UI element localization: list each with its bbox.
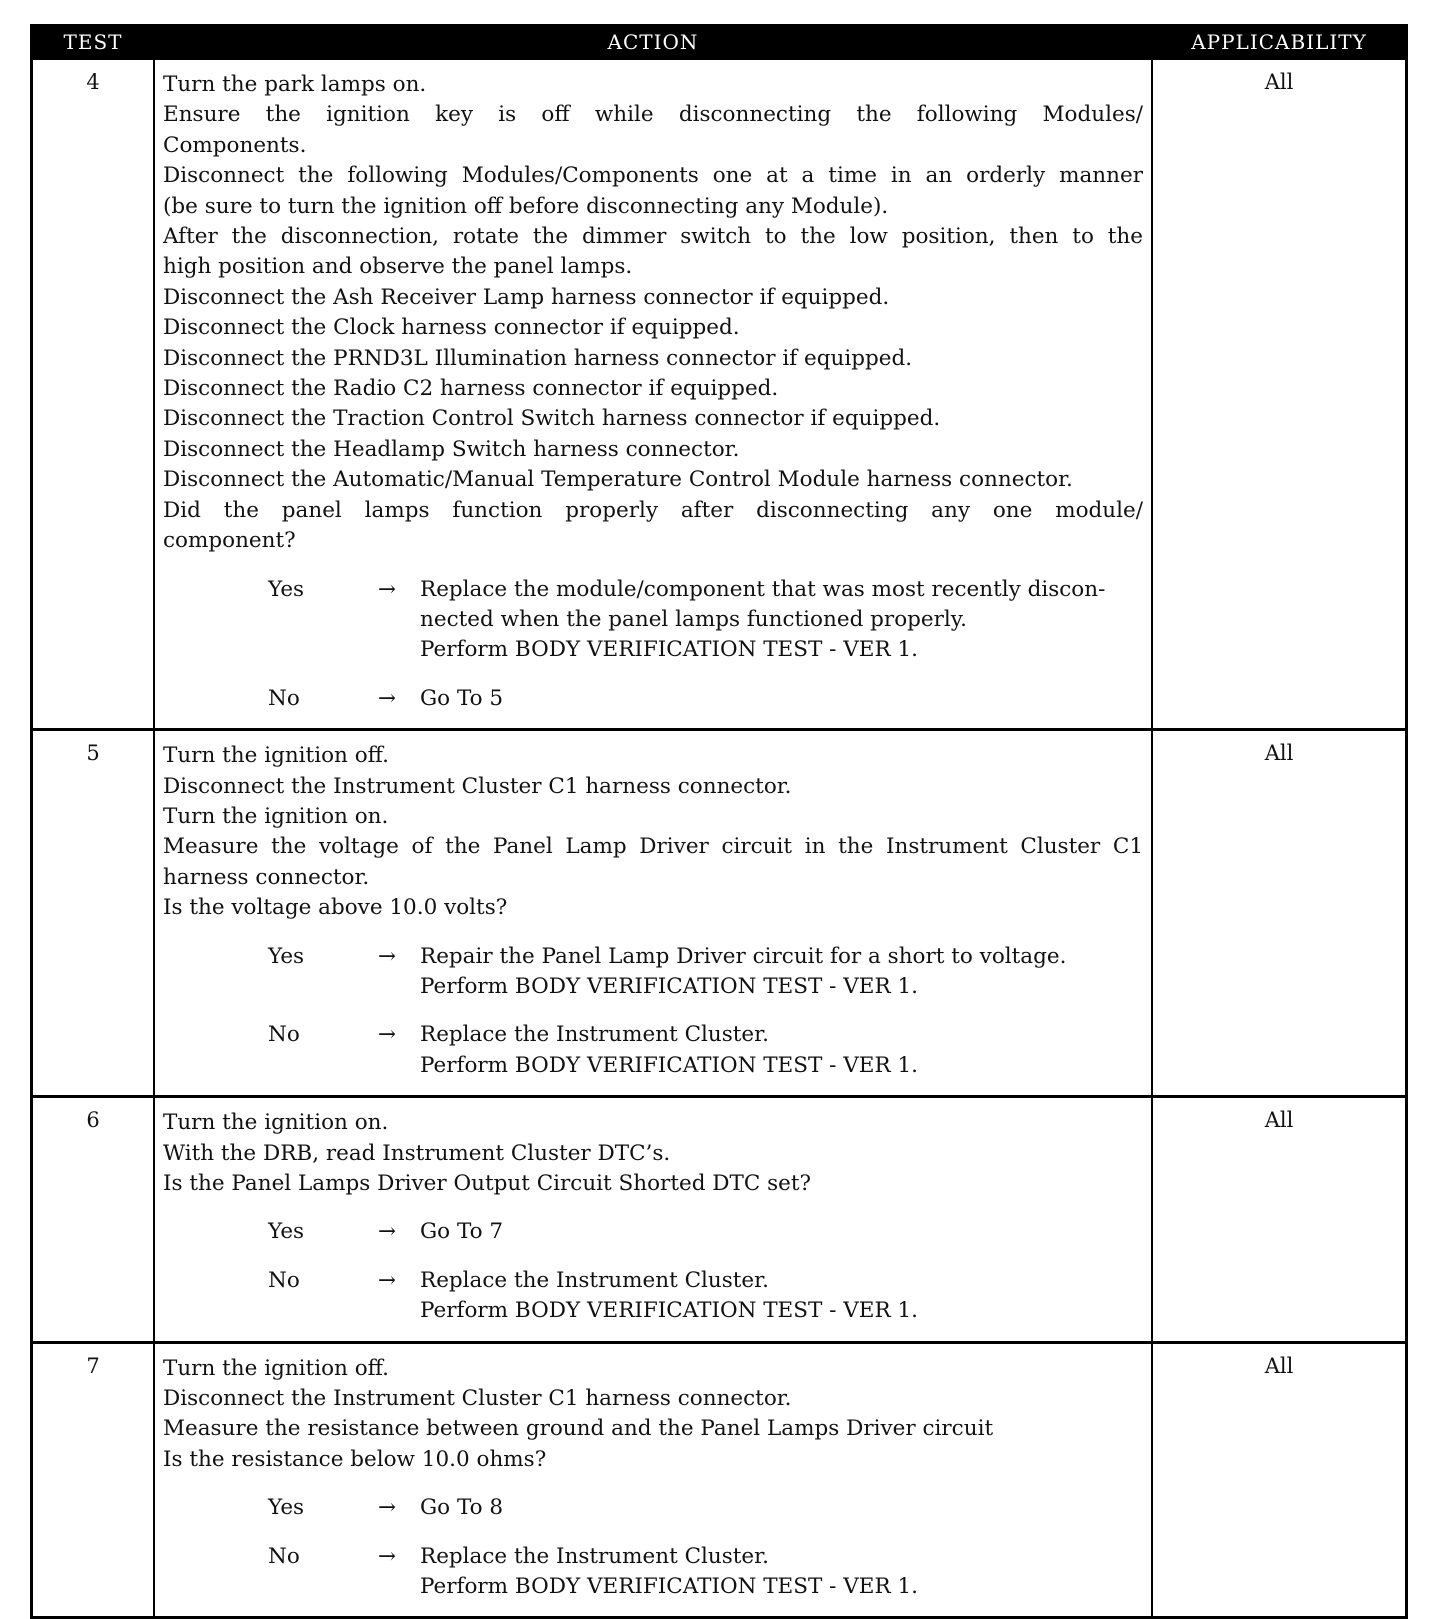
applicability-cell: All <box>1264 741 1294 766</box>
response-yes <box>268 1493 1143 1523</box>
table-row <box>33 1095 1405 1340</box>
applicability-cell: All <box>1264 1108 1294 1133</box>
response-text <box>420 1542 1143 1603</box>
response-label: Yes <box>268 1495 305 1521</box>
response-yes <box>268 1217 1143 1247</box>
action-line: Is the resistance below 10.0 ohms? <box>163 1446 547 1472</box>
response-yes <box>268 942 1143 1003</box>
table-row <box>33 728 1405 1095</box>
response-text <box>420 1217 1143 1247</box>
table-row <box>33 1341 1405 1617</box>
arrow-right-icon: → <box>378 1022 397 1048</box>
response-line: Go To 5 <box>420 685 504 711</box>
response-label: No <box>268 1022 300 1048</box>
action-line: Measure the resistance between ground and the Panel Lamps Driver circuit <box>163 1416 994 1442</box>
action-line: Turn the ignition on. <box>163 1110 389 1136</box>
response-line: Replace the Instrument Cluster. <box>420 1267 769 1293</box>
action-line: high position and observe the panel lamps. <box>163 254 633 280</box>
response-label: No <box>268 685 300 711</box>
arrow-right-icon: → <box>378 685 397 711</box>
action-line: With the DRB, read Instrument Cluster DTC’s. <box>163 1140 671 1166</box>
arrow-right-icon: → <box>378 943 397 969</box>
response-line: Perform BODY VERIFICATION TEST - VER 1. <box>420 1298 919 1324</box>
response-no <box>268 684 1143 714</box>
applicability-cell: All <box>1264 1353 1294 1378</box>
response-label: Yes <box>268 943 305 969</box>
arrow-right-icon: → <box>378 1543 397 1569</box>
test-number: 7 <box>86 1353 100 1378</box>
response-no <box>268 1266 1143 1327</box>
action-line: Disconnect the following Modules/Components one at a time in an orderly manner <box>163 163 1143 189</box>
test-number: 6 <box>86 1108 100 1133</box>
response-line: Repair the Panel Lamp Driver circuit for a short to voltage. <box>420 943 1067 969</box>
action-line: Turn the ignition on. <box>163 803 389 829</box>
arrow-right-icon: → <box>378 1267 397 1293</box>
response-label: Yes <box>268 1219 305 1245</box>
test-number: 4 <box>86 70 100 94</box>
action-line: component? <box>163 528 296 554</box>
header-test: TEST <box>63 30 123 54</box>
response-line: Go To 8 <box>420 1495 504 1521</box>
response-text <box>420 684 1143 714</box>
arrow-right-icon: → <box>378 1495 397 1521</box>
action-line: Disconnect the Instrument Cluster C1 harness connector. <box>163 773 792 799</box>
action-line: Ensure the ignition key is off while disconnecting the following Modules/ <box>163 102 1143 128</box>
action-line: Is the voltage above 10.0 volts? <box>163 895 508 921</box>
action-line: Disconnect the Radio C2 harness connector if equipped. <box>163 376 779 402</box>
action-line: Disconnect the Automatic/Manual Temperature Control Module harness connector. <box>163 467 1073 493</box>
action-line: Disconnect the Headlamp Switch harness connector. <box>163 436 740 462</box>
action-line: Components. <box>163 132 307 158</box>
arrow-right-icon: → <box>378 576 397 602</box>
response-text <box>420 1493 1143 1523</box>
response-no <box>268 1542 1143 1603</box>
table-row <box>33 60 1405 728</box>
action-line: Turn the park lamps on. <box>163 72 427 97</box>
action-cell <box>153 60 1153 728</box>
response-line: Replace the Instrument Cluster. <box>420 1022 769 1048</box>
response-label: No <box>268 1267 300 1293</box>
applicability-cell: All <box>1264 70 1294 94</box>
header-applicability: APPLICABILITY <box>1191 30 1367 54</box>
action-line: Disconnect the Instrument Cluster C1 harness connector. <box>163 1386 792 1412</box>
action-cell <box>153 1344 1153 1617</box>
test-number: 5 <box>86 741 100 766</box>
action-line: Disconnect the Clock harness connector if equipped. <box>163 315 740 341</box>
table-header <box>33 24 1405 60</box>
action-line: After the disconnection, rotate the dimmer switch to the low position, then to the <box>163 224 1143 250</box>
response-no <box>268 1020 1143 1081</box>
action-cell <box>153 1098 1153 1340</box>
action-line: Did the panel lamps function properly after disconnecting any one module/ <box>163 497 1143 523</box>
response-line: Go To 7 <box>420 1219 504 1245</box>
response-line: Perform BODY VERIFICATION TEST - VER 1. <box>420 1052 919 1078</box>
action-line: Disconnect the Traction Control Switch harness connector if equipped. <box>163 406 941 432</box>
response-label: Yes <box>268 576 305 602</box>
action-line: Disconnect the PRND3L Illumination harness connector if equipped. <box>163 345 913 371</box>
response-text <box>420 1020 1143 1081</box>
diagnostic-table <box>30 24 1408 1619</box>
arrow-right-icon: → <box>378 1219 397 1245</box>
header-action: ACTION <box>607 30 699 54</box>
response-text <box>420 575 1143 666</box>
action-line: Turn the ignition off. <box>163 1355 389 1381</box>
response-line: Replace the module/component that was most recently discon- <box>420 576 1106 602</box>
response-line: Perform BODY VERIFICATION TEST - VER 1. <box>420 973 919 999</box>
response-text <box>420 942 1143 1003</box>
action-line: Is the Panel Lamps Driver Output Circuit Shorted DTC set? <box>163 1171 812 1196</box>
response-line: Perform BODY VERIFICATION TEST - VER 1. <box>420 1574 919 1600</box>
response-line: Replace the Instrument Cluster. <box>420 1543 769 1569</box>
action-cell <box>153 731 1153 1095</box>
action-line: Measure the voltage of the Panel Lamp Driver circuit in the Instrument Cluster C1 <box>163 834 1143 860</box>
action-line: (be sure to turn the ignition off before disconnecting any Module). <box>163 193 889 219</box>
response-yes <box>268 575 1143 666</box>
action-line: Turn the ignition off. <box>163 743 389 769</box>
response-line: nected when the panel lamps functioned properly. <box>420 606 967 632</box>
action-line: harness connector. <box>163 864 370 890</box>
response-line: Perform BODY VERIFICATION TEST - VER 1. <box>420 637 919 663</box>
response-label: No <box>268 1543 300 1569</box>
action-line: Disconnect the Ash Receiver Lamp harness connector if equipped. <box>163 284 890 310</box>
response-text <box>420 1266 1143 1327</box>
table-body <box>33 60 1405 1616</box>
